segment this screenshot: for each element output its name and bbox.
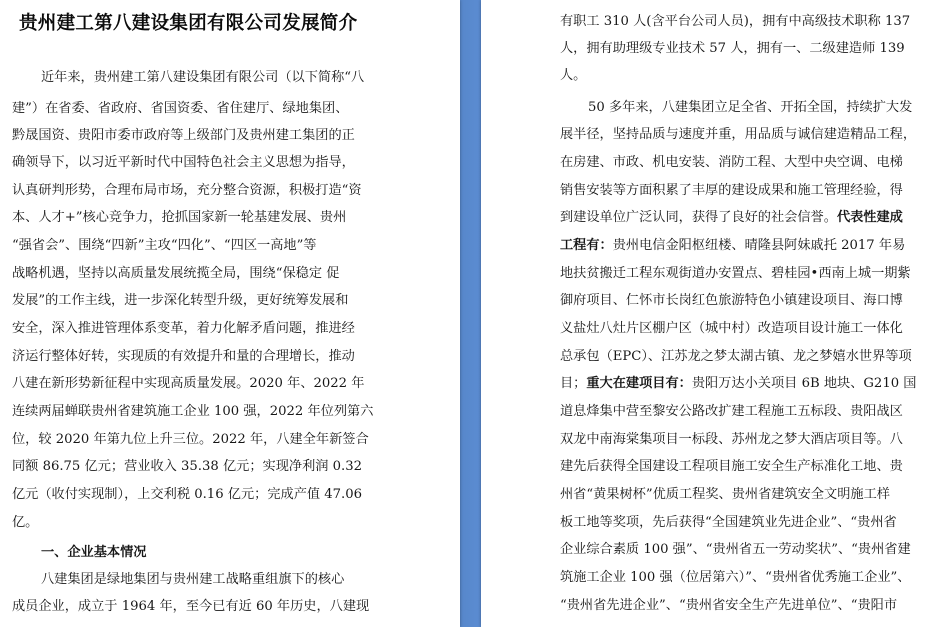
paragraph-line: “强省会”、围绕“四新”主攻“四化”、“四区一高地”等 <box>12 238 317 253</box>
paragraph-line: 人，拥有助理级专业技术 57 人，拥有一、二级建造师 139 <box>560 41 905 56</box>
paragraph-line: 认真研判形势，合理布局市场，充分整合资源，积极打造“资 <box>12 183 362 198</box>
paragraph-line: 亿元（收付实现制），上交利税 0.16 亿元；完成产值 47.06 <box>12 487 363 502</box>
paragraph-line: 建”）在省委、省政府、省国资委、省住建厅、绿地集团、 <box>12 101 349 116</box>
paragraph-line: 地扶贫搬迁工程东观街道办安置点、碧桂园•西南上城一期紫 <box>560 266 911 281</box>
paragraph-line <box>560 210 903 226</box>
paragraph-line: 有职工 310 人(含平台公司人员)，拥有中高级技术职称 137 <box>560 14 911 29</box>
paragraph-line: 50 多年来，八建集团立足全省、开拓全国，持续扩大发 <box>588 100 913 115</box>
paragraph-line: 亿。 <box>12 515 39 530</box>
paragraph-line: 成员企业，成立于 1964 年，至今已有近 60 年历史，八建现 <box>12 599 370 614</box>
paragraph-line: 连续两届蝉联贵州省建筑施工企业 100 强，2022 年位列第六 <box>12 404 374 419</box>
paragraph-line: 位，较 2020 年第九位上升三位。2022 年，八建全年新签合 <box>12 432 369 447</box>
bold-label: 重大在建项目有： <box>586 376 692 391</box>
paragraph-line: 黔晟国资、贵阳市委市政府等上级部门及贵州建工集团的正 <box>12 128 355 143</box>
paragraph-line: 展半径，坚持品质与速度并重，用品质与诚信建造精品工程， <box>560 127 917 142</box>
paragraph-text: 贵阳万达小关项目 6B 地块、G210 国 <box>691 376 917 391</box>
paragraph-line: 确领导下，以习近平新时代中国特色社会主义思想为指导， <box>12 155 355 170</box>
paragraph-line: 同额 86.75 亿元；营业收入 35.38 亿元；实现净利润 0.32 <box>12 459 363 474</box>
paragraph-line <box>560 238 905 254</box>
document-title: 贵州建工第八建设集团有限公司发展简介 <box>19 13 358 34</box>
paragraph-line: 八建集团是绿地集团与贵州建工战略重组旗下的核心 <box>41 572 345 587</box>
paragraph-line: 人。 <box>560 68 587 83</box>
paragraph-text: 到建设单位广泛认同，获得了良好的社会信誉。 <box>560 210 837 225</box>
paragraph-line: 战略机遇，坚持以高质量发展统揽全局，围绕“保稳定 促 <box>12 266 340 281</box>
bold-label: 代表性建成 <box>836 210 903 225</box>
paragraph-line: 销售安装等方面积累了丰厚的建设成果和施工管理经验，得 <box>560 183 903 198</box>
paragraph-line <box>560 376 917 392</box>
document-page-right <box>481 0 951 627</box>
paragraph-text: 目； <box>560 376 587 391</box>
paragraph-line: 近年来，贵州建工第八建设集团有限公司（以下简称“八 <box>41 70 365 85</box>
paragraph-line: 八建在新形势新征程中实现高质量发展。2020 年、2022 年 <box>12 376 365 391</box>
paragraph-line: 义盐灶八灶片区棚户区（城中村）改造项目设计施工一体化 <box>560 321 903 336</box>
paragraph-line: 济运行整体好转，实现质的有效提升和量的合理增长，推动 <box>12 349 355 364</box>
paragraph-line: 御府项目、仁怀市长岗红色旅游特色小镇建设项目、海口博 <box>560 293 903 308</box>
document-page-left <box>0 0 460 627</box>
paragraph-line: 板工地等奖项，先后获得“全国建筑业先进企业”、“贵州省 <box>560 515 897 530</box>
paragraph-line: 在房建、市政、机电安装、消防工程、大型中央空调、电梯 <box>560 155 903 170</box>
paragraph-text: 贵州电信金阳枢纽楼、晴隆县阿妹戚托 2017 年易 <box>612 238 906 253</box>
paragraph-line: 筑施工企业 100 强（位居第六）”、“贵州省优秀施工企业”、 <box>560 570 911 585</box>
paragraph-line: “贵州省先进企业”、“贵州省安全生产先进单位”、“贵阳市 <box>560 598 898 613</box>
paragraph-line: 州省“黄果树杯”优质工程奖、贵州省建筑安全文明施工样 <box>560 487 890 502</box>
paragraph-line: 道息烽集中营至黎安公路改扩建工程施工五标段、贵阳战区 <box>560 404 903 419</box>
paragraph-line: 双龙中南海棠集项目一标段、苏州龙之梦大酒店项目等。八 <box>560 432 903 447</box>
paragraph-line: 企业综合素质 100 强”、“贵州省五一劳动奖状”、“贵州省建 <box>560 542 911 557</box>
paragraph-line: 发展”的工作主线，进一步深化转型升级，更好统筹发展和 <box>12 293 349 308</box>
bold-label: 工程有： <box>560 238 613 253</box>
paragraph-line: 总承包（EPC）、江苏龙之梦太湖古镇、龙之梦嬉水世界等项 <box>560 349 912 364</box>
paragraph-line: 建先后获得全国建设工程项目施工安全生产标准化工地、贵 <box>560 459 903 474</box>
paragraph-line: 本、人才+”核心竞争力，抢抓国家新一轮基建发展、贵州 <box>12 210 347 225</box>
paragraph-line: 安全，深入推进管理体系变革，着力化解矛盾问题，推进经 <box>12 321 355 336</box>
section-heading: 一、企业基本情况 <box>41 545 147 560</box>
